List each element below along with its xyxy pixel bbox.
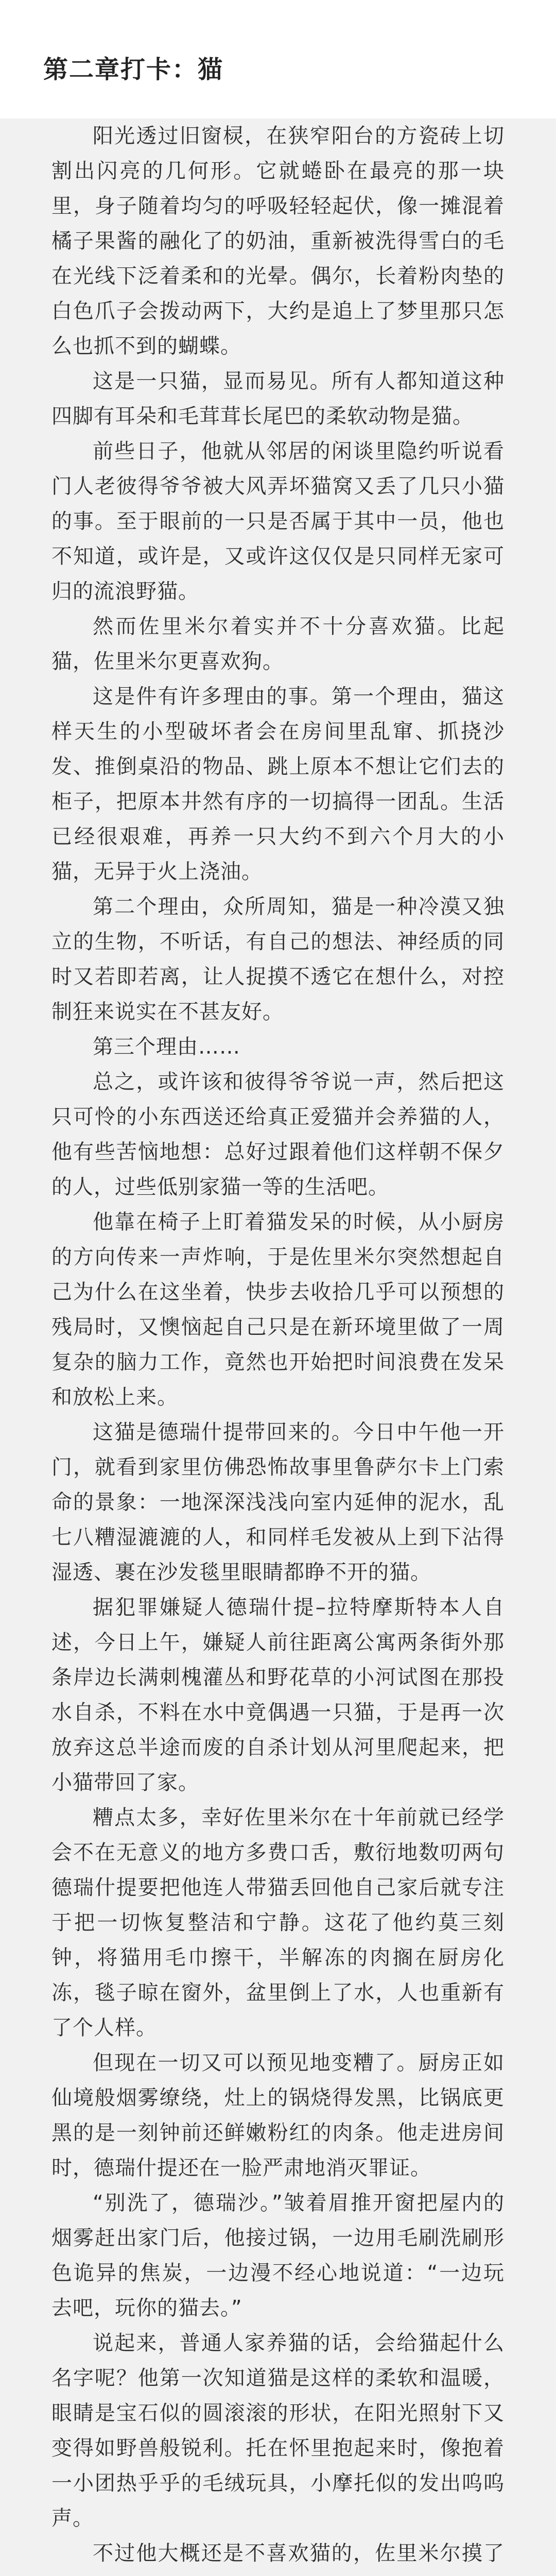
- paragraph: 第三个理由……: [93, 1035, 240, 1059]
- paragraph: 据犯罪嫌疑人德瑞什提–拉特摩斯特本人自述，今日上午，嫌疑人前往距离公寓两条街外那条岸边长满刺槐灌丛和野花草的小河试图在那投水自杀，不料在水中竟偶遇一只猫，于是再一次放弃这总半途而废的自杀计划从河里爬起来，把小猫带回了家。: [51, 1596, 505, 1794]
- title-bar: [0, 0, 556, 118]
- paragraph: 这猫是德瑞什提带回来的。今日中午他一开门，就看到家里仿佛恐怖故事里鲁萨尔卡上门索命的景象：一地深深浅浅向室内延伸的泥水，乱七八糟湿漉漉的人，和同样毛发被从上到下沾得湿透、裹在沙发毯里眼睛都睁不开的猫。: [51, 1420, 505, 1584]
- paragraph: 说起来，普通人家养猫的话，会给猫起什么名字呢？他第一次知道猫是这样的柔软和温暖，眼睛是宝石似的圆滚滚的形状，在阳光照射下又变得如野兽般锐利。托在怀里抱起来时，像抱着一小团热乎乎的毛绒玩具，小摩托似的发出呜呜声。: [51, 2331, 505, 2530]
- content-area[interactable]: [0, 118, 556, 2576]
- paragraph: 这是件有许多理由的事。第一个理由，猫这样天生的小型破坏者会在房间里乱窜、抓挠沙发、推倒桌沿的物品、跳上原本不想让它们去的柜子，把原本井然有序的一切搞得一团乱。生活已经很艰难，再养一只大约不到六个月大的小猫，无异于火上浇油。: [51, 685, 505, 884]
- paragraph: 第二个理由，众所周知，猫是一种冷漠又独立的生物，不听话，有自己的想法、神经质的同时又若即若离，让人捉摸不透它在想什么，对控制狂来说实在不甚友好。: [51, 895, 505, 1024]
- paragraph: 这是一只猫，显而易见。所有人都知道这种四脚有耳朵和毛茸茸长尾巴的柔软动物是猫。: [51, 369, 505, 428]
- paragraph: 他靠在椅子上盯着猫发呆的时候，从小厨房的方向传来一声炸响，于是佐里米尔突然想起自己为什么在这坐着，快步去收拾几乎可以预想的残局时，又懊恼起自己只是在新环境里做了一周复杂的脑力工作，竟然也开始把时间浪费在发呆和放松上来。: [51, 1210, 505, 1409]
- paragraph: 然而佐里米尔着实并不十分喜欢猫。比起猫，佐里米尔更喜欢狗。: [51, 615, 505, 673]
- paragraph: 阳光透过旧窗棂，在狭窄阳台的方瓷砖上切割出闪亮的几何形。它就蜷卧在最亮的那一块里，身子随着均匀的呼吸轻轻起伏，像一摊混着橘子果酱的融化了的奶油，重新被洗得雪白的毛在光线下泛着柔和的光晕。偶尔，长着粉肉垫的白色爪子会拨动两下，大约是追上了梦里那只怎么也抓不到的蝴蝶。: [51, 124, 505, 358]
- paragraph: 糟点太多，幸好佐里米尔在十年前就已经学会不在无意义的地方多费口舌，敷衍地数叨两句德瑞什提要把他连人带猫丢回他自己家后就专注于把一切恢复整洁和宁静。这花了他约莫三刻钟，将猫用毛巾擦干，半解冻的肉搁在厨房化冻，毯子晾在窗外，盆里倒上了水，人也重新有了个人样。: [51, 1806, 505, 2040]
- paragraph: 但现在一切又可以预见地变糟了。厨房正如仙境般烟雾缭绕，灶上的锅烧得发黑，比锅底更黑的是一刻钟前还鲜嫩粉红的肉条。他走进房间时，德瑞什提还在一脸严肃地消灭罪证。: [51, 2051, 505, 2180]
- paragraph: 前些日子，他就从邻居的闲谈里隐约听说看门人老彼得爷爷被大风弄坏猫窝又丢了几只小猫的事。至于眼前的一只是否属于其中一员，他也不知道，或许是，又或许这仅仅是只同样无家可归的流浪野猫。: [51, 439, 505, 603]
- paragraph: 总之，或许该和彼得爷爷说一声，然后把这只可怜的小东西送还给真正爱猫并会养猫的人，他有些苦恼地想：总好过跟着他们这样朝不保夕的人，过些低别家猫一等的生活吧。: [51, 1070, 505, 1199]
- article-body: [51, 118, 505, 2576]
- page-title: 第二章打卡：猫: [43, 55, 224, 84]
- paragraph: 不过他大概还是不喜欢猫的，佐里米尔摸了: [93, 2541, 505, 2565]
- paragraph: “别洗了，德瑞沙。”皱着眉推开窗把屋内的烟雾赶出家门后，他接过锅，一边用毛刷洗刷形色诡异的焦炭，一边漫不经心地说道：“一边玩去吧，玩你的猫去。”: [51, 2191, 505, 2320]
